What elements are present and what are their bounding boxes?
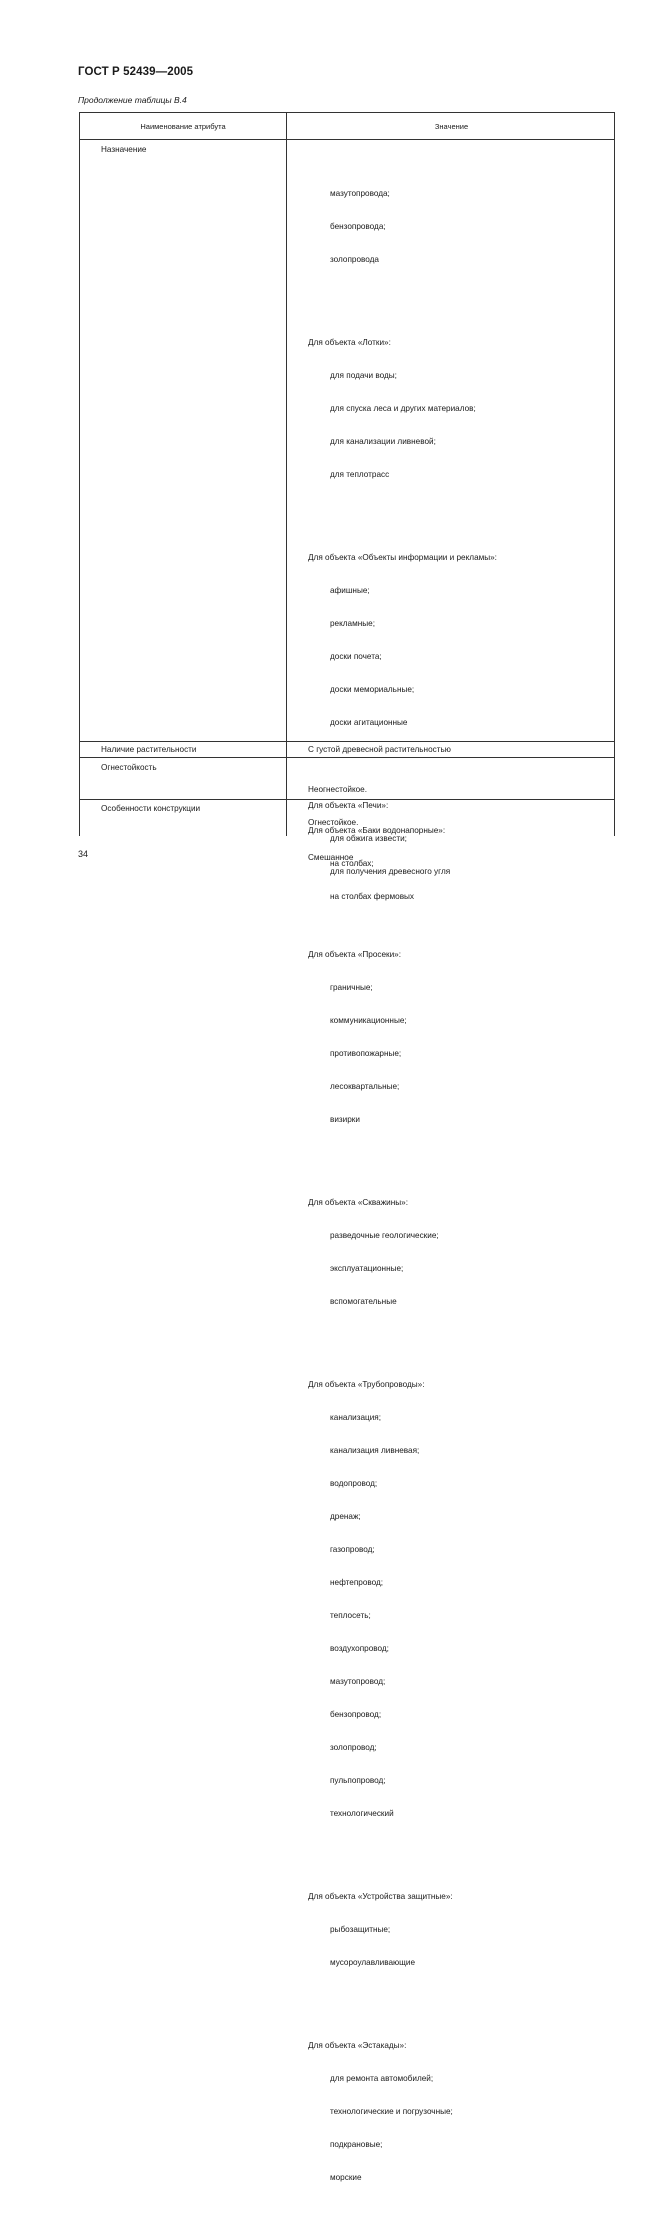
value-item: коммуникационные; — [330, 1016, 407, 1025]
column-header-name: Наименование атрибута — [140, 122, 226, 131]
value-item: мусороулавливающие — [330, 1958, 416, 1967]
value-group — [308, 166, 497, 287]
value-item: граничные; — [330, 983, 373, 992]
group-title: Для объекта «Печи»: — [308, 801, 389, 810]
value-item: золопровода — [330, 255, 379, 264]
value-group — [308, 2018, 497, 2205]
value-item: для теплотрасс — [330, 470, 390, 479]
value-group — [308, 927, 497, 1147]
group-title: Для объекта «Объекты информации и рекламы»: — [308, 553, 497, 562]
value-item: для ремонта автомобилей; — [330, 2074, 434, 2083]
value-item: золопровод; — [330, 1743, 377, 1752]
value-item: канализация ливневая; — [330, 1446, 420, 1455]
value-item: для канализации ливневой; — [330, 437, 436, 446]
value-item: визирки — [330, 1115, 360, 1124]
value-item: противопожарные; — [330, 1049, 402, 1058]
attr-name: Наличие растительности — [101, 745, 197, 754]
value-group — [308, 1869, 497, 1990]
value-item: канализация; — [330, 1413, 382, 1422]
page-number: 34 — [78, 849, 89, 859]
value-item: бензопровода; — [330, 222, 386, 231]
value-item: технологический — [330, 1809, 394, 1818]
group-title: Для объекта «Лотки»: — [308, 338, 391, 347]
value-item: мазутопровод; — [330, 1677, 386, 1686]
group-title: Для объекта «Баки водонапорные»: — [308, 826, 446, 835]
value-item: Неогнестойкое. — [308, 785, 368, 794]
attr-name: Огнестойкость — [101, 763, 157, 772]
value-item: разведочные геологические; — [330, 1231, 439, 1240]
value-item: газопровод; — [330, 1545, 375, 1554]
attr-value — [308, 144, 497, 2233]
column-divider — [286, 113, 287, 836]
value-item: вспомогательные — [330, 1297, 397, 1306]
column-header-value: Значение — [434, 122, 469, 131]
value-item: рыбозащитные; — [330, 1925, 391, 1934]
value-group — [308, 315, 497, 502]
value-item: технологические и погрузочные; — [330, 2107, 453, 2116]
group-title: Для объекта «Просеки»: — [308, 950, 402, 959]
value-item: морские — [330, 2173, 362, 2182]
value-item: для получения древесного угля — [330, 867, 451, 876]
attr-value: С густой древесной растительностью — [308, 745, 451, 754]
value-item: доски агитационные — [330, 718, 408, 727]
value-item: доски почета; — [330, 652, 382, 661]
value-item: эксплуатационные; — [330, 1264, 404, 1273]
value-item: рекламные; — [330, 619, 375, 628]
value-item: нефтепровод; — [330, 1578, 384, 1587]
value-item: Смешанное — [308, 853, 354, 862]
value-item: афишные; — [330, 586, 370, 595]
value-group — [308, 1175, 497, 1329]
value-item: доски мемориальные; — [330, 685, 415, 694]
value-item: лесоквартальные; — [330, 1082, 400, 1091]
group-title: Для объекта «Трубопроводы»: — [308, 1380, 425, 1389]
value-item: подкрановые; — [330, 2140, 383, 2149]
header-divider — [80, 139, 614, 140]
value-item: для подачи воды; — [330, 371, 397, 380]
group-title: Для объекта «Скважины»: — [308, 1198, 408, 1207]
value-group — [308, 530, 497, 750]
group-title: Для объекта «Устройства защитные»: — [308, 1892, 453, 1901]
value-item: на столбах фермовых — [330, 892, 415, 901]
attr-name: Особенности конструкции — [101, 804, 201, 813]
value-item: пульпопровод; — [330, 1776, 386, 1785]
value-item: на столбах; — [330, 859, 374, 868]
value-item: воздухопровод; — [330, 1644, 389, 1653]
value-item: дренаж; — [330, 1512, 361, 1521]
group-title: Для объекта «Эстакады»: — [308, 2041, 407, 2050]
value-item: для обжига извести; — [330, 834, 407, 843]
value-item: мазутопровода; — [330, 189, 390, 198]
value-item: бензопровод; — [330, 1710, 382, 1719]
value-item: для спуска леса и других материалов; — [330, 404, 476, 413]
value-item: Огнестойкое. — [308, 818, 359, 827]
table-caption: Продолжение таблицы В.4 — [78, 95, 187, 105]
value-item: водопровод; — [330, 1479, 378, 1488]
document-title: ГОСТ Р 52439—2005 — [78, 66, 194, 78]
value-group — [308, 1357, 497, 1841]
attr-name: Назначение — [101, 145, 147, 154]
attr-value — [308, 803, 445, 924]
value-item: теплосеть; — [330, 1611, 371, 1620]
